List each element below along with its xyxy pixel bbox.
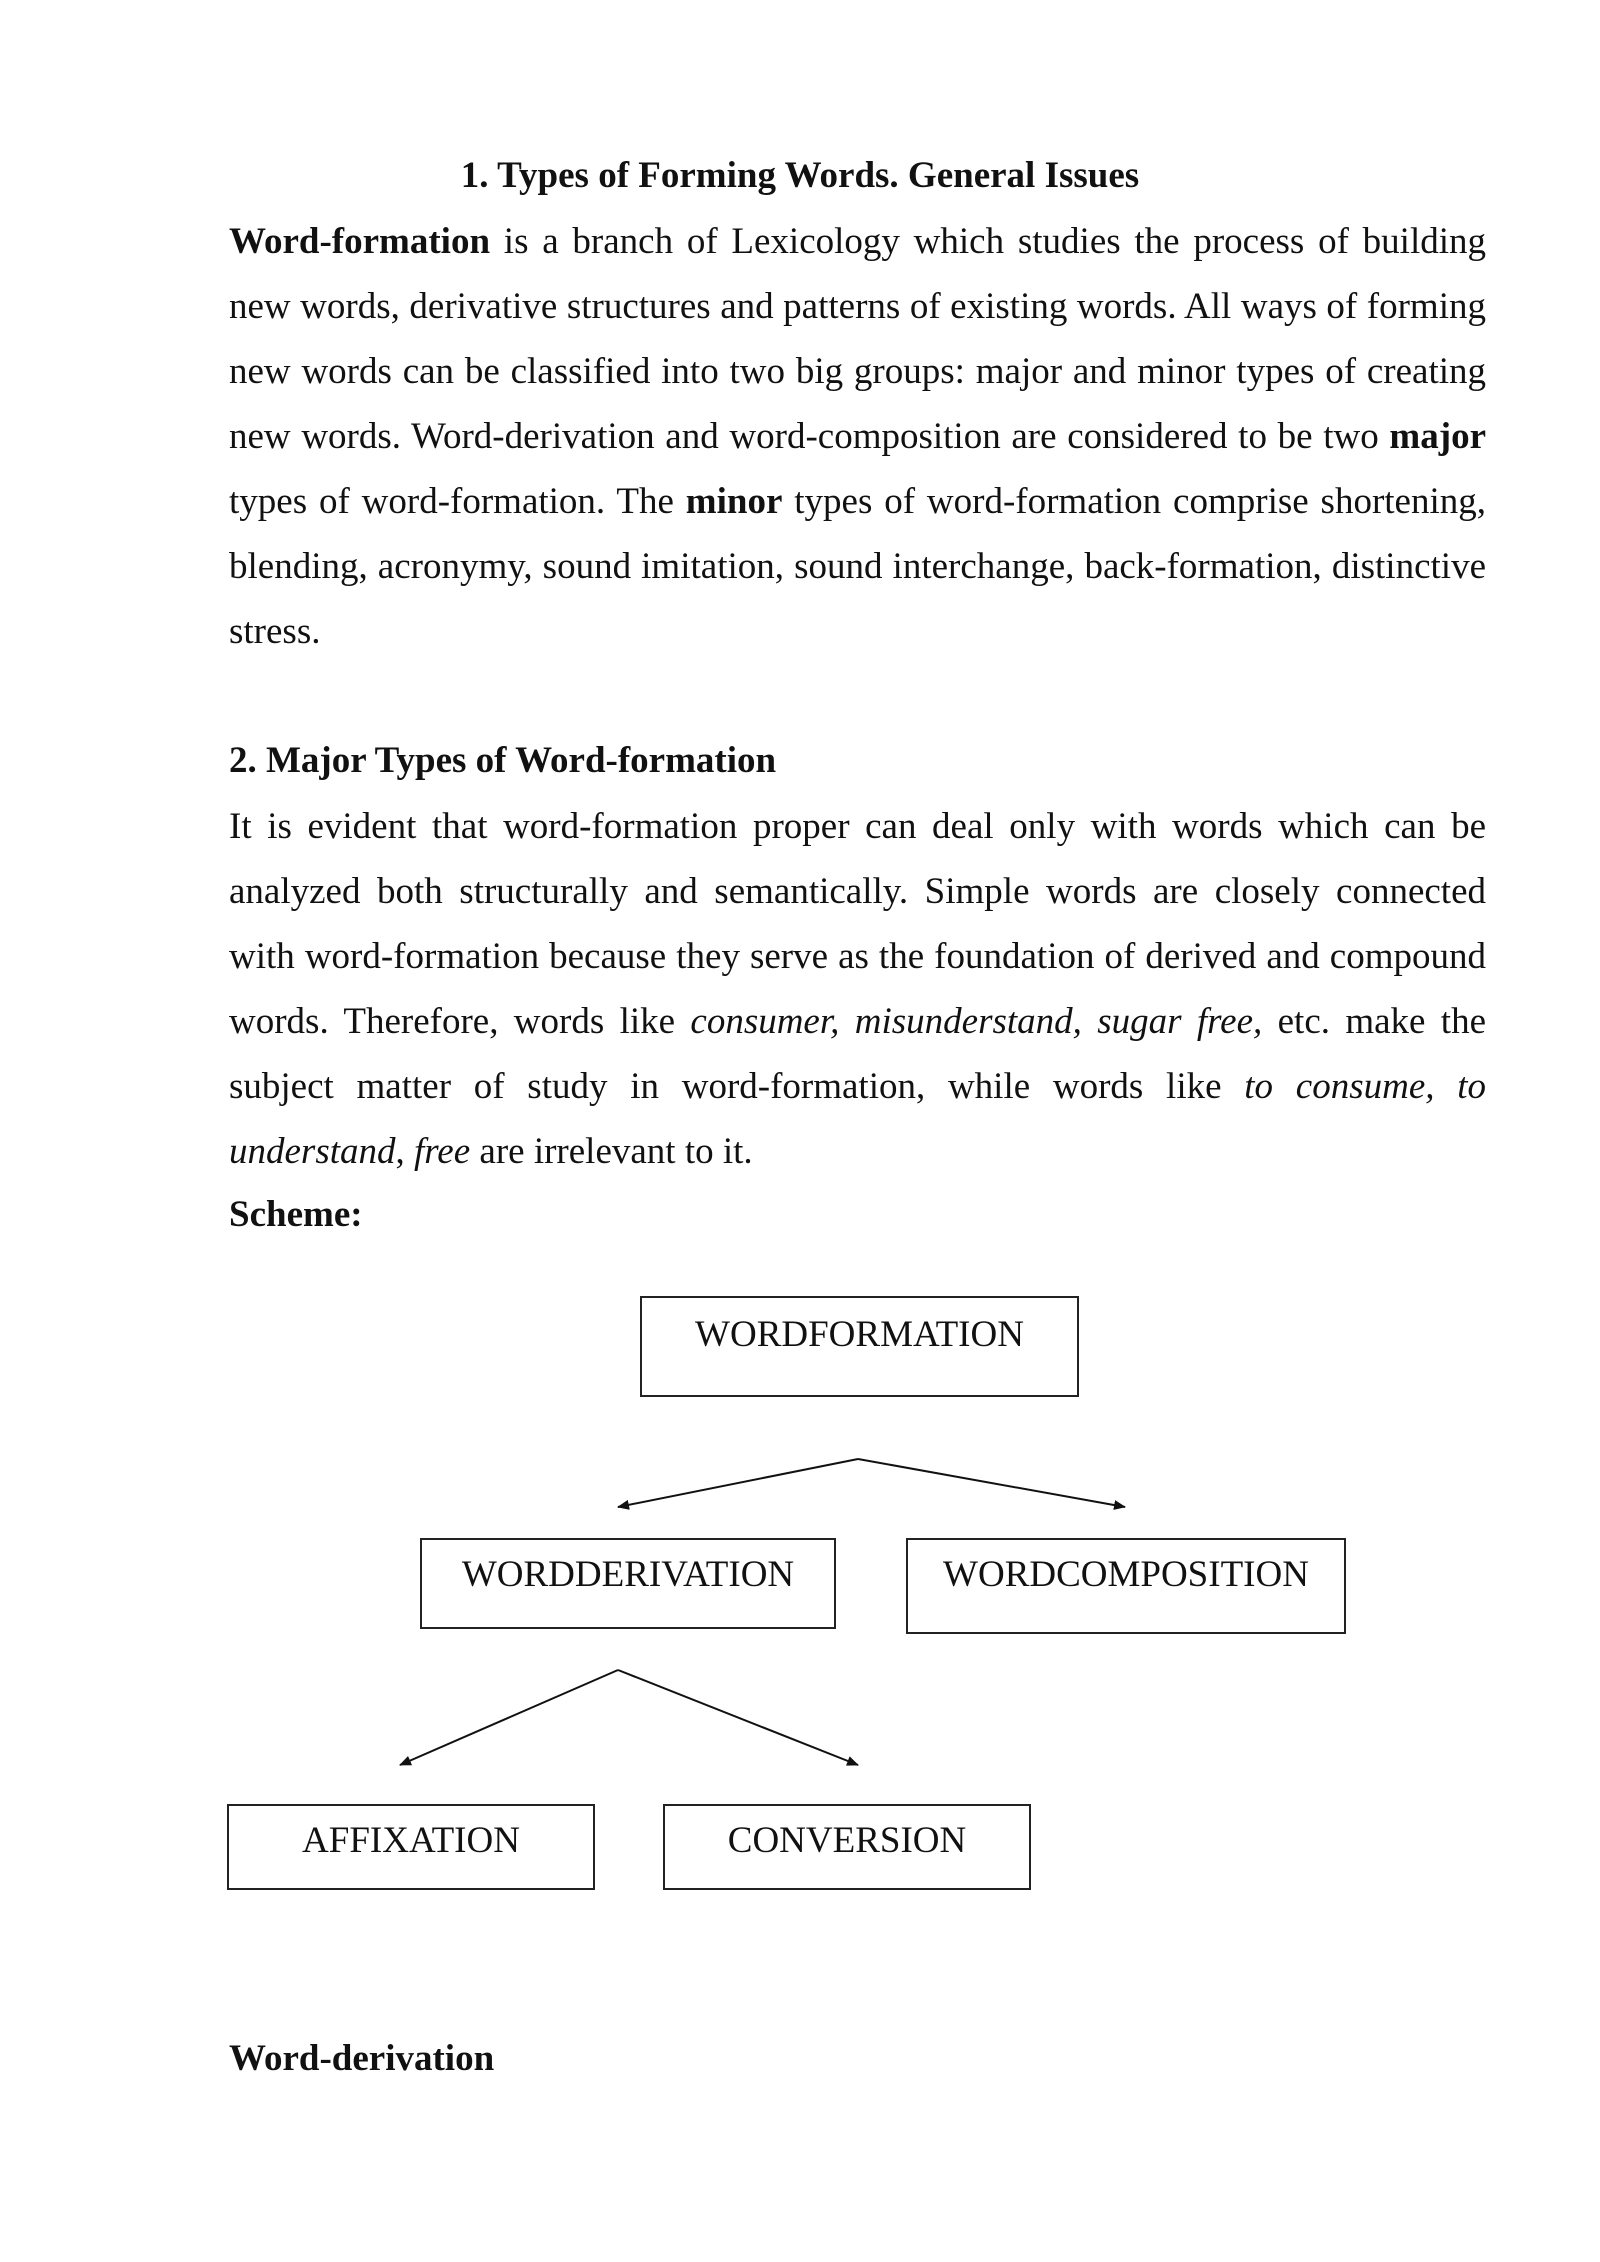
arrow-to-conversion	[618, 1670, 858, 1765]
term-major: major	[1389, 416, 1486, 457]
example-words-derived: consumer, misunderstand, sugar free,	[690, 1001, 1263, 1042]
arrow-to-composition	[858, 1459, 1125, 1507]
example-word-free: free	[414, 1131, 471, 1172]
scheme-node-wordderivation	[420, 1538, 836, 1629]
scheme-node-conversion	[663, 1804, 1031, 1890]
arrow-to-affixation	[400, 1670, 618, 1765]
node-label: CONVERSION	[727, 1820, 967, 1861]
section-3-title: Word-derivation	[229, 2038, 495, 2079]
scheme-node-wordformation	[640, 1296, 1079, 1397]
paragraph-text: are irrelevant to it.	[470, 1131, 753, 1172]
term-minor: minor	[685, 481, 783, 522]
scheme-label: Scheme:	[229, 1194, 363, 1235]
node-label: AFFIXATION	[302, 1820, 520, 1861]
paragraph-text: ,	[395, 1131, 414, 1172]
section-1-title: 1. Types of Forming Words. General Issues	[460, 155, 1140, 196]
paragraph-text: etc. make the subject matter of study in word-formation, while words like	[229, 1001, 1487, 1107]
node-label: WORDCOMPOSITION	[943, 1554, 1309, 1595]
scheme-node-wordcomposition	[906, 1538, 1346, 1634]
arrow-to-derivation	[618, 1459, 858, 1507]
section-2-title: 2. Major Types of Word-formation	[229, 740, 777, 781]
node-label: WORDDERIVATION	[461, 1554, 795, 1595]
example-words-simple: to consume, to understand	[229, 1066, 1486, 1172]
scheme-node-affixation	[227, 1804, 595, 1890]
paragraph-text: types of word-formation comprise shortening, blending, acronymy, sound imitation, sound interchange, back-formation, distinctive stress.	[229, 481, 1486, 652]
paragraph-text: is a branch of Lexicology which studies the process of building new words, derivative structures and patterns of existing words. All ways of forming new words can be classified into two big groups: major and minor types of creating new words. Word-derivation and word-composition are considered to be two	[229, 221, 1486, 457]
paragraph-text: It is evident that word-formation proper can deal only with words which can be analyzed both structurally and semantically. Simple words are closely connected with word-formation because they serve as the foundation of derived and compound words. Therefore, words like	[229, 806, 1486, 1042]
node-label: WORDFORMATION	[695, 1314, 1024, 1355]
paragraph-text: types of word-formation. The	[229, 481, 686, 522]
term-word-formation: Word-formation	[229, 221, 491, 262]
